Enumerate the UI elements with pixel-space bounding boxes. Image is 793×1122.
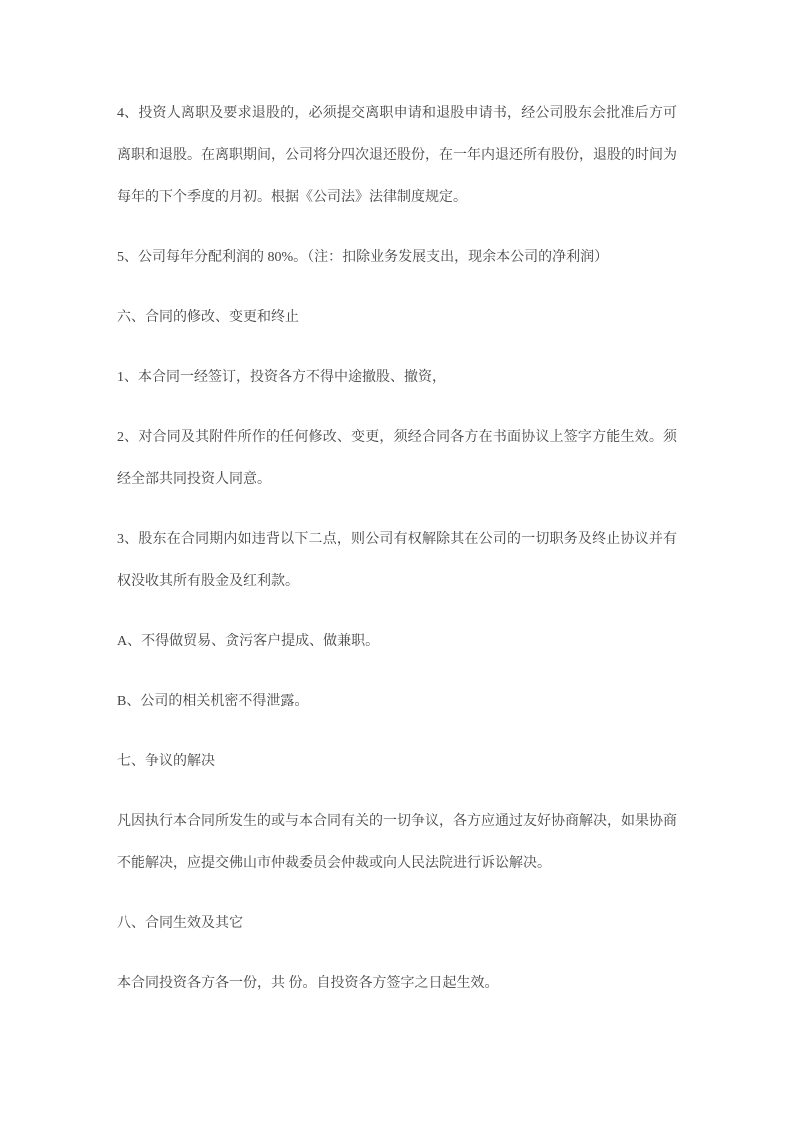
- paragraph: 八、合同生效及其它: [117, 916, 243, 931]
- paragraph: 3、股东在合同期内如违背以下二点，则公司有权解除其在公司的一切职务及终止协议并有权没收其所有股金及红利款。: [117, 532, 677, 589]
- paragraph: 七、争议的解决: [117, 754, 215, 769]
- paragraph: 本合同投资各方各一份，共 份。自投资各方签字之日起生效。: [117, 976, 499, 991]
- paragraph: 5、公司每年分配利润的 80%。（注：扣除业务发展支出，现余本公司的净利润）: [117, 250, 609, 265]
- paragraph: 凡因执行本合同所发生的或与本合同有关的一切争议，各方应通过友好协商解决，如果协商不能解决，应提交佛山市仲裁委员会仲裁或向人民法院进行诉讼解决。: [117, 814, 677, 871]
- paragraph: A、不得做贸易、贪污客户提成、做兼职。: [117, 634, 380, 649]
- paragraph: 1、本合同一经签订，投资各方不得中途撤股、撤资，: [117, 370, 446, 385]
- paragraph: 4、投资人离职及要求退股的，必须提交离职申请和退股申请书，经公司股东会批准后方可离职和退股。在离职期间，公司将分四次退还股份，在一年内退还所有股份，退股的时间为每年的下个季度的月初。根据《公司法》法律制度规定。: [117, 106, 677, 205]
- paragraph: 六、合同的修改、变更和终止: [117, 310, 299, 325]
- document-body: [117, 93, 677, 1005]
- paragraph: B、公司的相关机密不得泄露。: [117, 694, 309, 709]
- paragraph: 2、对合同及其附件所作的任何修改、变更，须经合同各方在书面协议上签字方能生效。须经全部共同投资人同意。: [117, 430, 677, 487]
